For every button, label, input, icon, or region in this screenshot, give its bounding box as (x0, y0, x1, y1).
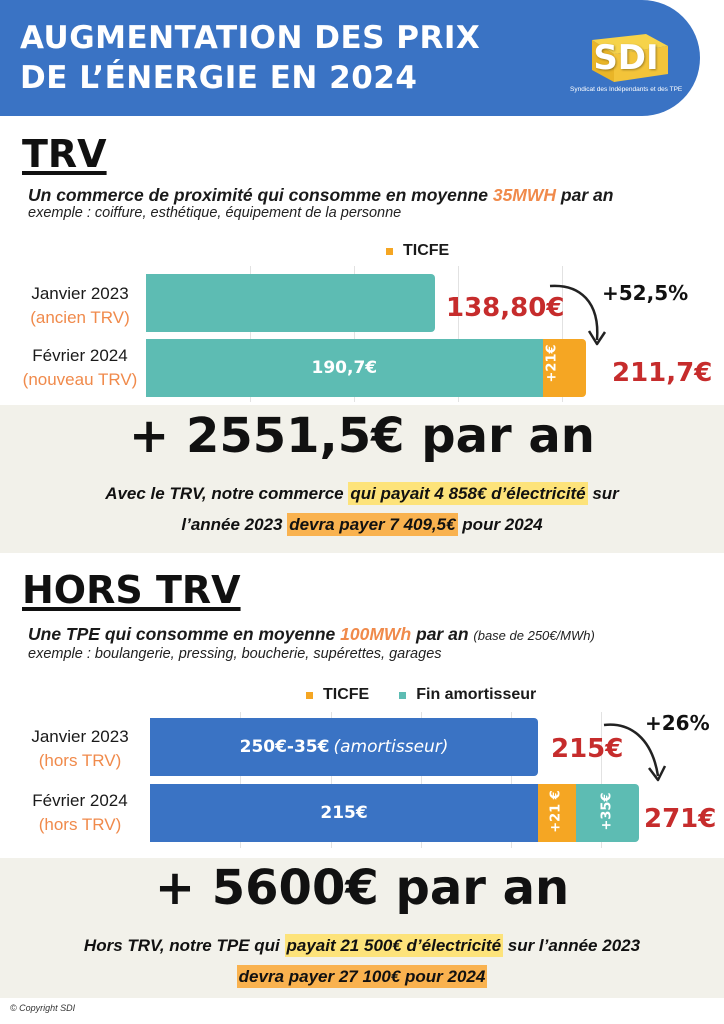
title-line-1: AUGMENTATION DES PRIX (20, 20, 481, 56)
trv-summary-c: l’année 2023 (181, 515, 288, 534)
hors-big-total: + 5600€ par an (154, 860, 570, 916)
trv-bar-jan (146, 274, 435, 332)
trv-summary (0, 478, 724, 540)
hors-lead-highlight: 100MWh (340, 624, 412, 644)
trv-row-feb-label: Février 2024 (32, 346, 128, 365)
hors-lead-a: Une TPE qui consomme en moyenne (28, 624, 341, 644)
trv-row-jan-label: Janvier 2023 (31, 284, 129, 303)
trv-big-total: + 2551,5€ par an (129, 408, 595, 464)
trv-summary-a: Avec le TRV, notre commerce (105, 484, 349, 503)
hors-legend-ticfe-label: TICFE (323, 686, 370, 703)
trv-lead-b: par an (556, 185, 614, 205)
hors-legend-amort (399, 686, 536, 704)
hors-lead (28, 624, 595, 645)
trv-summary-line-1 (0, 478, 724, 509)
hors-jan-total: 215€ (551, 734, 624, 764)
hors-lead-b: par an (411, 624, 474, 644)
trv-summary-b: sur (587, 484, 619, 503)
trv-row-feb (10, 344, 150, 392)
sdi-logo (570, 32, 690, 102)
trv-legend-ticfe (386, 242, 449, 260)
trv-legend-ticfe-swatch (386, 248, 393, 255)
trv-lead-a: Un commerce de proximité qui consomme en moyenne (28, 185, 493, 205)
hors-legend-ticfe (306, 686, 369, 704)
trv-ticfe-label: +21€ (544, 344, 560, 383)
hors-summary-highlight-2: devra payer 27 100€ pour 2024 (238, 967, 486, 986)
hors-example: exemple : boulangerie, pressing, boucherie, supérettes, garages (28, 646, 442, 662)
hors-bar-jan (150, 718, 538, 776)
hors-section-title: HORS TRV (22, 568, 241, 612)
logo-text: SDI (593, 38, 659, 78)
hors-summary-b: sur l’année 2023 (503, 936, 641, 955)
hors-legend (306, 686, 566, 704)
trv-bar-feb: 190,7€ (146, 339, 543, 397)
trv-example: exemple : coiffure, esthétique, équipement de la personne (28, 205, 402, 221)
trv-jan-total: 138,80€ (446, 293, 565, 323)
hors-row-jan (10, 725, 150, 773)
hors-legend-amort-label: Fin amortisseur (416, 686, 537, 703)
trv-summary-highlight-2: devra payer 7 409,5€ (289, 515, 456, 534)
hors-base-note: (base de 250€/MWh) (473, 628, 595, 643)
hors-legend-ticfe-swatch (306, 692, 313, 699)
trv-row-feb-sublabel: (nouveau TRV) (22, 370, 138, 389)
hors-bar-jan-label-b: (amortisseur) (333, 737, 449, 757)
trv-lead (28, 185, 613, 206)
logo-subtitle: Syndicat des Indépendants et des TPE (570, 86, 683, 93)
trv-row-jan-sublabel: (ancien TRV) (30, 308, 130, 327)
hors-summary (0, 930, 724, 992)
trv-row-jan (10, 282, 150, 330)
hors-bar-feb-ticfe (538, 784, 576, 842)
hors-summary-line-1 (0, 930, 724, 961)
hors-amort-label: +35€ (599, 792, 615, 831)
hors-row-jan-label: Janvier 2023 (31, 727, 129, 746)
hors-summary-a: Hors TRV, notre TPE qui (83, 936, 285, 955)
trv-feb-total: 211,7€ (612, 358, 713, 388)
header-banner (0, 0, 700, 116)
trv-section-title: TRV (22, 132, 107, 176)
trv-summary-line-2 (0, 509, 724, 540)
title-line-2: DE L’ÉNERGIE EN 2024 (20, 60, 418, 96)
hors-summary-line-2 (0, 961, 724, 992)
hors-curved-arrow-icon (600, 720, 670, 790)
hors-row-feb-sublabel: (hors TRV) (38, 815, 122, 834)
hors-row-feb (10, 789, 150, 837)
hors-summary-highlight-1: payait 21 500€ d’électricité (286, 936, 502, 955)
copyright: © Copyright SDI (10, 1003, 76, 1013)
hors-ticfe-label: +21 € (548, 790, 564, 833)
trv-legend-ticfe-label: TICFE (403, 242, 450, 259)
hors-bar-feb: 215€ (150, 784, 538, 842)
trv-legend (386, 242, 479, 260)
trv-increase: +52,5% (602, 281, 689, 305)
hors-bar-jan-label-a: 250€-35€ (239, 737, 330, 757)
hors-increase: +26% (645, 711, 710, 735)
trv-summary-highlight-1: qui payait 4 858€ d’électricité (350, 484, 586, 503)
hors-bar-feb-amort (576, 784, 639, 842)
hors-legend-amort-swatch (399, 692, 406, 699)
hors-feb-total: 271€ (644, 804, 717, 834)
hors-row-jan-sublabel: (hors TRV) (38, 751, 122, 770)
trv-lead-highlight: 35MWH (492, 185, 557, 205)
trv-curved-arrow-icon (545, 282, 615, 352)
page-title (20, 18, 540, 98)
hors-row-feb-label: Février 2024 (32, 791, 128, 810)
trv-summary-d: pour 2024 (457, 515, 543, 534)
